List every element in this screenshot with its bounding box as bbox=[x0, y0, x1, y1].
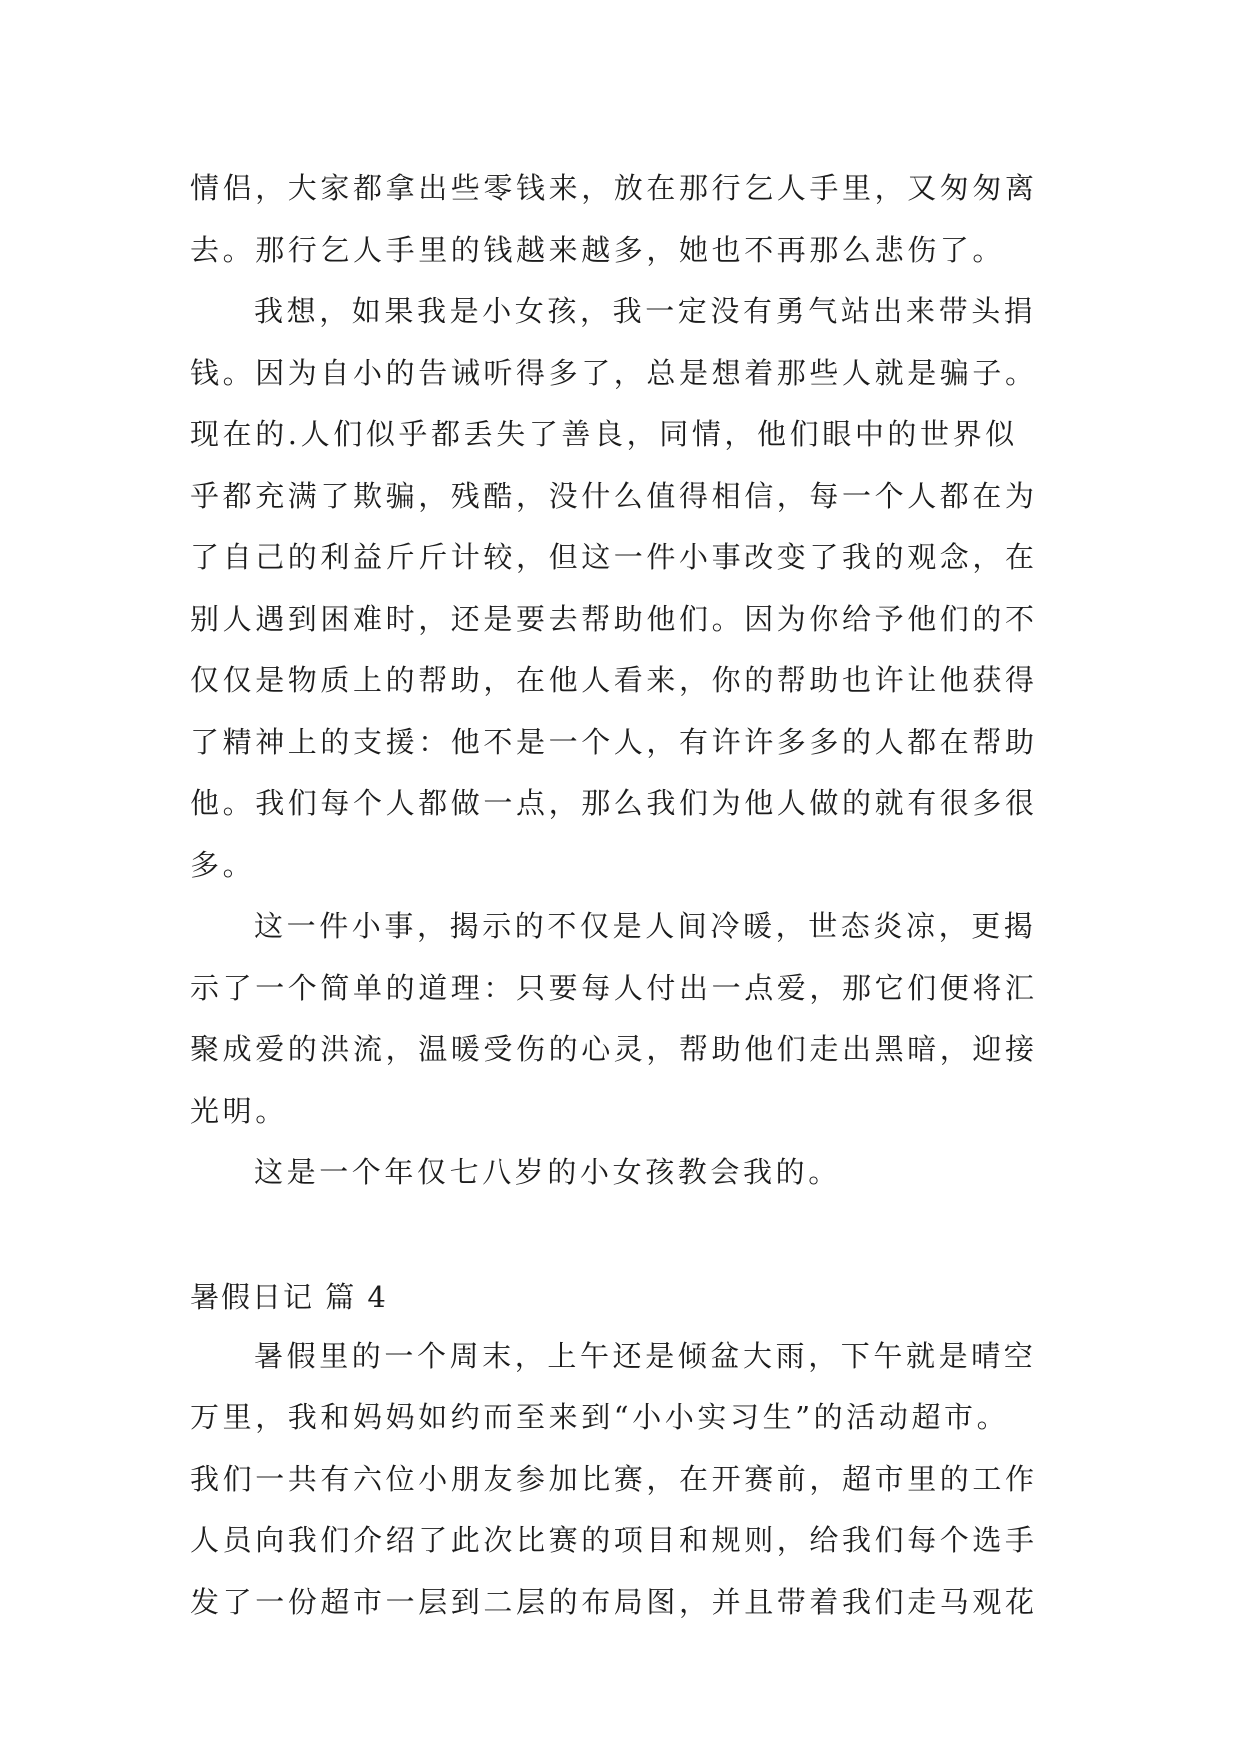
text-line: 示了一个简单的道理：只要每人付出一点爱，那它们便将汇 bbox=[190, 970, 1038, 1005]
text-line: 仅仅是物质上的帮助，在他人看来，你的帮助也许让他获得 bbox=[190, 663, 1038, 697]
text-line: 光明。 bbox=[190, 1093, 288, 1128]
text-line: 我们一共有六位小朋友参加比赛，在开赛前，超市里的工作 bbox=[190, 1461, 1038, 1496]
text-line: 别人遇到困难时，还是要去帮助他们。因为你给予他们的不 bbox=[190, 601, 1038, 636]
paragraph bbox=[190, 896, 1060, 1142]
section-heading: 暑假日记 篇 4 bbox=[190, 1279, 388, 1314]
document-page bbox=[190, 158, 1060, 1633]
paragraph bbox=[190, 1326, 1060, 1634]
text-line: 发了一份超市一层到二层的布局图，并且带着我们走马观花 bbox=[190, 1584, 1038, 1619]
paragraph bbox=[190, 1142, 1060, 1204]
text-line: 聚成爱的洪流，温暖受伤的心灵，帮助他们走出黑暗，迎接 bbox=[190, 1032, 1038, 1066]
text-line: 这一件小事，揭示的不仅是人间冷暖，世态炎凉，更揭 bbox=[254, 909, 1037, 943]
text-line: 了自己的利益斤斤计较，但这一件小事改变了我的观念，在 bbox=[190, 540, 1038, 574]
text-line: 去。那行乞人手里的钱越来越多，她也不再那么悲伤了。 bbox=[190, 232, 1006, 267]
paragraph-continuation bbox=[190, 158, 1060, 281]
text-line: 现在的.人们似乎都丢失了善良，同情，他们眼中的世界似 bbox=[190, 417, 1018, 451]
text-line: 暑假里的一个周末，上午还是倾盆大雨，下午就是晴空 bbox=[254, 1338, 1037, 1373]
text-line: 万里，我和妈妈如约而至来到“小小实习生”的活动超市。 bbox=[190, 1400, 1010, 1434]
text-line: 了精神上的支援：他不是一个人，有许许多多的人都在帮助 bbox=[190, 724, 1038, 759]
text-line: 我想，如果我是小女孩，我一定没有勇气站出来带头捐 bbox=[254, 294, 1037, 328]
text-line: 钱。因为自小的告诫听得多了，总是想着那些人就是骗子。 bbox=[190, 355, 1038, 390]
text-line: 他。我们每个人都做一点，那么我们为他人做的就有很多很 bbox=[190, 786, 1038, 820]
paragraph bbox=[190, 281, 1060, 896]
text-line: 多。 bbox=[190, 847, 256, 882]
section-spacer bbox=[190, 1204, 1060, 1268]
text-line: 这是一个年仅七八岁的小女孩教会我的。 bbox=[254, 1155, 841, 1189]
text-line: 情侣，大家都拿出些零钱来，放在那行乞人手里，又匆匆离 bbox=[190, 171, 1038, 205]
text-line: 乎都充满了欺骗，残酷，没什么值得相信，每一个人都在为 bbox=[190, 478, 1038, 513]
text-line: 人员向我们介绍了此次比赛的项目和规则，给我们每个选手 bbox=[190, 1523, 1038, 1557]
